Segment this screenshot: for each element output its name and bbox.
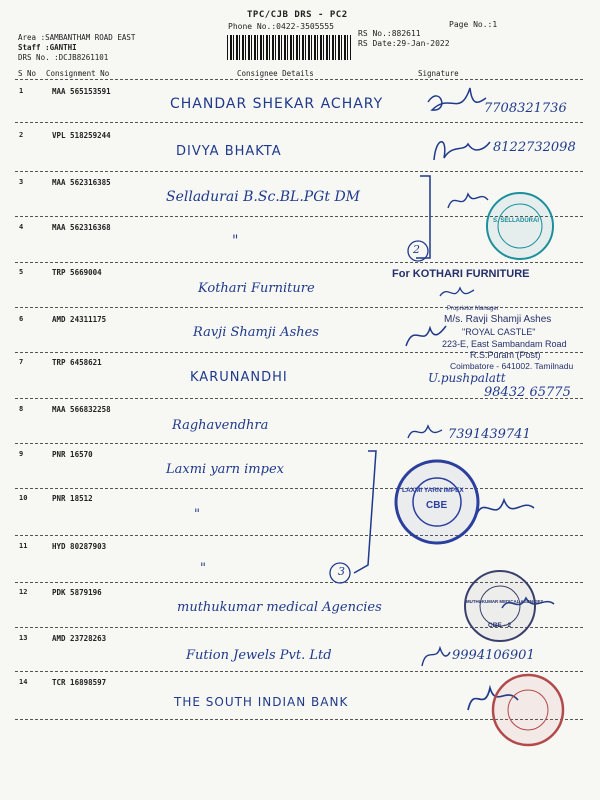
- row-sno: 14: [19, 678, 28, 686]
- group-bracket-1: [380, 168, 440, 278]
- row-consignee: Fution Jewels Pvt. Ltd: [186, 648, 332, 663]
- muthukumar-stamp: [462, 568, 538, 644]
- row-consignment: PDK 5879196: [52, 588, 102, 597]
- ravji-stamp-building: "ROYAL CASTLE": [462, 327, 536, 337]
- row-divider: [15, 488, 583, 489]
- row-phone: 8122732098: [493, 140, 576, 155]
- row-consignment: MAA 565153591: [52, 87, 111, 96]
- muthukumar-stamp-center: CBE - 2: [488, 622, 512, 629]
- ravji-stamp-addr1: 223-E, East Sambandam Road: [442, 339, 567, 349]
- row-sno: 9: [19, 450, 24, 458]
- row-phone: 7391439741: [448, 427, 531, 442]
- row-consignee: THE SOUTH INDIAN BANK: [174, 695, 349, 709]
- row-consignee: KARUNANDHI: [190, 370, 288, 385]
- row-consignee: ": [232, 233, 239, 249]
- row-consignment: TCR 16898597: [52, 678, 107, 687]
- ravji-stamp-addr3: Coimbatore - 641002. Tamilnadu: [450, 361, 574, 371]
- row-consignee: Kothari Furniture: [198, 281, 315, 296]
- column-consignment: Consignment No: [46, 69, 110, 78]
- drs-number: DRS No. :DCJB8261101: [18, 53, 109, 62]
- row-divider: [15, 671, 583, 672]
- row-consignment: MAA 562316368: [52, 223, 111, 232]
- area-label: Area :SAMBANTHAM ROAD EAST: [18, 33, 136, 42]
- row-consignee: Laxmi yarn impex: [166, 462, 284, 477]
- row-consignee: Raghavendhra: [172, 418, 269, 433]
- row-consignment: HYD 80287903: [52, 542, 107, 551]
- signature-8: [404, 420, 444, 444]
- row-consignment: MAA 562316385: [52, 178, 111, 187]
- row-sno: 11: [19, 542, 28, 550]
- rs-date: RS Date:29-Jan-2022: [358, 39, 450, 48]
- row-consignment: PNR 18512: [52, 494, 93, 503]
- ravji-stamp-sub: Proprietor Manager: [447, 306, 499, 312]
- phone-number: Phone No.:0422-3505555: [228, 22, 334, 31]
- row-sno: 7: [19, 358, 24, 366]
- row-phone: 98432 65775: [484, 385, 571, 400]
- row-consignment: TRP 6458621: [52, 358, 102, 367]
- group-mark-3: 3: [338, 565, 345, 578]
- signature-5: [436, 282, 476, 304]
- ravji-stamp-title: M/s. Ravji Shamji Ashes: [444, 314, 552, 325]
- row-consignee: ": [200, 561, 206, 576]
- row-consignee: muthukumar medical Agencies: [177, 600, 382, 615]
- muthukumar-stamp-text: MUTHUKUMAR MEDICAL AGENCIES: [466, 599, 544, 604]
- selladurai-stamp-text: S. SELLADURAI: [493, 218, 540, 224]
- row-sno: 8: [19, 405, 24, 413]
- column-signature: Signature: [418, 69, 459, 78]
- row-sno: 3: [19, 178, 24, 186]
- row-sno: 13: [19, 634, 28, 642]
- signature-2: [428, 130, 498, 170]
- row-consignee: DIVYA BHAKTA: [176, 144, 282, 159]
- column-consignee: Consignee Details: [237, 69, 314, 78]
- row-sno: 4: [19, 223, 24, 231]
- row-consignee: Selladurai B.Sc.BL.PGt DM: [166, 189, 361, 205]
- row-consignment: MAA 566832258: [52, 405, 111, 414]
- laxmi-stamp-text: LAXMI YARN IMPEX: [402, 487, 464, 494]
- row-divider: [15, 171, 583, 172]
- row-consignment: TRP 5669004: [52, 268, 102, 277]
- row-sno: 10: [19, 494, 28, 502]
- group-bracket-2: [318, 445, 388, 585]
- page-number: Page No.:1: [449, 20, 498, 29]
- row-sno: 2: [19, 131, 24, 139]
- row-sno: 12: [19, 588, 28, 596]
- row-consignment: VPL 518259244: [52, 131, 111, 140]
- row-sno: 1: [19, 87, 24, 95]
- header-divider: [15, 79, 583, 80]
- signature-13: [418, 642, 452, 672]
- row-consignment: PNR 16570: [52, 450, 93, 459]
- rs-number: RS No.:882611: [358, 29, 421, 38]
- staff-label: Staff :GANTHI: [18, 43, 77, 52]
- sheet-title: TPC/CJB DRS - PC2: [247, 10, 348, 20]
- south-indian-bank-stamp: [490, 672, 566, 748]
- row-consignee: Ravji Shamji Ashes: [193, 325, 319, 340]
- signature-1: [420, 82, 490, 122]
- group-mark-2: 2: [413, 243, 420, 256]
- kothari-stamp: For KOTHARI FURNITURE: [392, 268, 530, 280]
- column-sno: S No: [18, 69, 37, 78]
- row-divider: [15, 443, 583, 444]
- row-phone: 7708321736: [484, 101, 567, 116]
- row-consignment: AMD 24311175: [52, 315, 107, 324]
- selladurai-stamp: [484, 190, 556, 262]
- row-divider: [15, 122, 583, 123]
- row-consignee: CHANDAR SHEKAR ACHARY: [170, 96, 384, 112]
- row-sno: 5: [19, 268, 24, 276]
- laxmi-stamp-center: CBE: [426, 500, 448, 511]
- upur-note: U.pushpalatt: [428, 371, 506, 385]
- row-sno: 6: [19, 315, 24, 323]
- row-consignee: ": [194, 507, 200, 522]
- row-phone: 9994106901: [452, 648, 535, 663]
- row-divider: [15, 262, 583, 263]
- ravji-stamp-addr2: R.S.Puram (Post): [470, 350, 541, 360]
- barcode: [227, 35, 351, 60]
- row-divider: [15, 535, 583, 536]
- row-divider: [15, 398, 583, 399]
- row-consignment: AMD 23728263: [52, 634, 107, 643]
